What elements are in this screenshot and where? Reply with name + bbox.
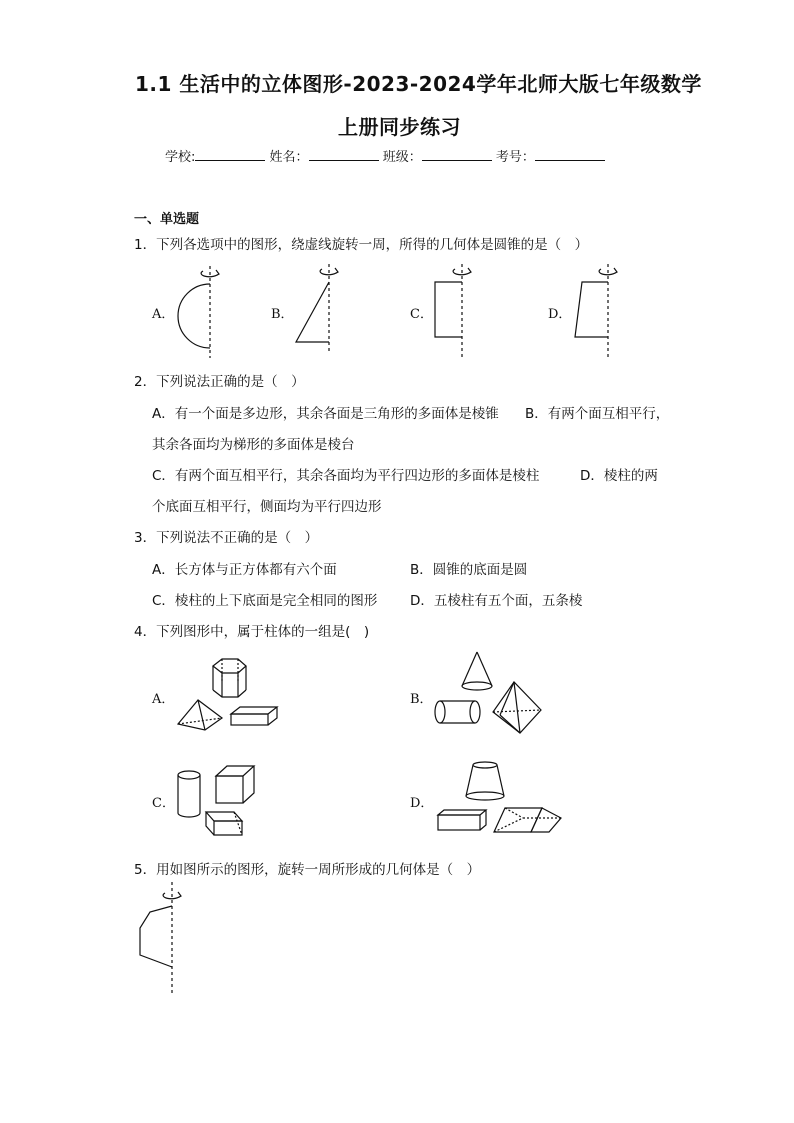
q2-option-c: C．有两个面互相平行，其余各面均为平行四边形的多面体是棱柱 <box>152 468 540 484</box>
name-label: 姓名： <box>269 150 309 165</box>
question-4-stem: 4．下列图形中，属于柱体的一组是( ) <box>134 624 370 640</box>
q2-option-d: D．棱柱的两 <box>580 468 658 484</box>
school-label: 学校: <box>165 150 196 165</box>
q2-option-d-cont: 个底面互相平行，侧面均为平行四边形 <box>152 499 382 515</box>
q1-option-a-label: A． <box>152 307 175 322</box>
exam-number-blank[interactable] <box>535 148 605 161</box>
page-title-line2: 上册同步练习 <box>338 115 461 139</box>
q3-option-a: A．长方体与正方体都有六个面 <box>152 562 337 578</box>
class-blank[interactable] <box>422 148 492 161</box>
class-label: 班级： <box>382 150 422 165</box>
exam-number-label: 考号： <box>495 150 535 165</box>
page-title: 1.1 生活中的立体图形-2023-2024学年北师大版七年级数学 <box>135 72 702 96</box>
school-blank[interactable] <box>195 148 265 161</box>
q3-option-b: B．圆锥的底面是圆 <box>410 562 528 578</box>
q4-figure-a-solids <box>178 659 277 730</box>
q1-option-b-label: B． <box>271 307 294 322</box>
q1-figure-c-rectangle <box>435 264 471 358</box>
question-1-stem: 1．下列各选项中的图形，绕虚线旋转一周，所得的几何体是圆锥的是（ ） <box>134 237 589 253</box>
q4-figure-b-solids <box>435 652 541 733</box>
q2-option-b-cont: 其余各面均为梯形的多面体是棱台 <box>152 437 355 453</box>
info-line <box>165 146 605 165</box>
q1-option-d-label: D． <box>548 307 572 322</box>
q4-option-a-label: A． <box>152 692 175 707</box>
q4-figure-d-solids <box>438 762 561 832</box>
q5-figure-trapezoid <box>140 882 181 995</box>
q4-option-c-label: C． <box>152 796 175 811</box>
question-3-stem: 3．下列说法不正确的是（ ） <box>134 530 319 546</box>
question-5-stem: 5．用如图所示的图形，旋转一周所形成的几何体是（ ） <box>134 862 481 878</box>
section-heading: 一、单选题 <box>134 212 200 227</box>
q1-figure-a-semicircle <box>178 266 219 358</box>
q4-figure-c-solids <box>178 766 254 835</box>
question-2-stem: 2．下列说法正确的是（ ） <box>134 374 305 390</box>
q1-figure-d-trapezoid <box>575 264 617 358</box>
q4-option-d-label: D． <box>410 796 434 811</box>
q3-option-d: D．五棱柱有五个面，五条棱 <box>410 593 583 609</box>
q2-option-a: A．有一个面是多边形，其余各面是三角形的多面体是棱锥 <box>152 406 499 422</box>
q4-option-b-label: B． <box>410 692 433 707</box>
q2-option-b: B．有两个面互相平行， <box>525 406 670 422</box>
q1-figure-b-triangle <box>296 264 338 352</box>
q1-option-c-label: C． <box>410 307 433 322</box>
name-blank[interactable] <box>309 148 379 161</box>
q3-option-c: C．棱柱的上下底面是完全相同的图形 <box>152 593 378 609</box>
